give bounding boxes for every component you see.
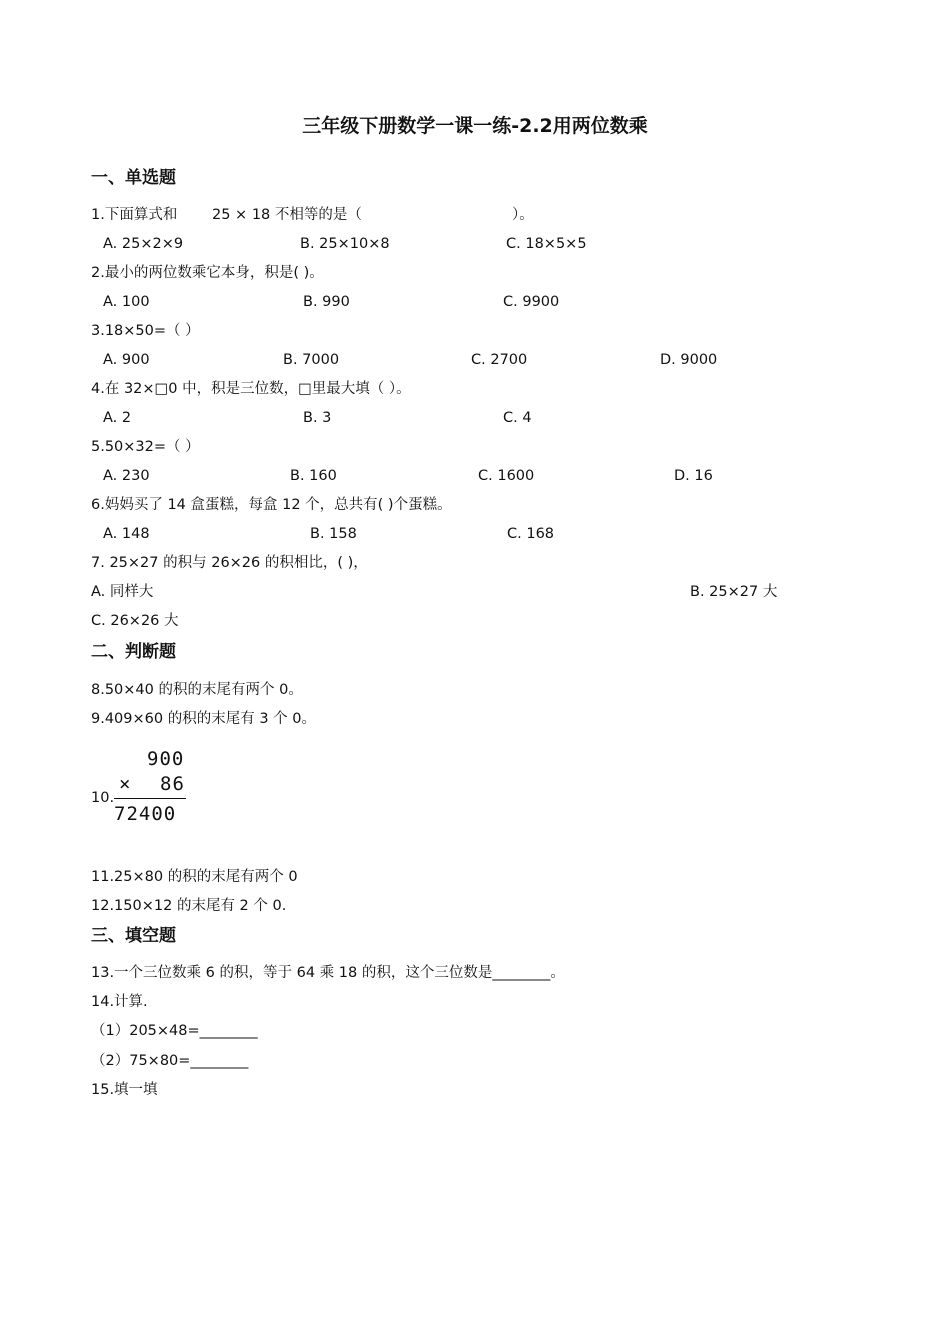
question-5-option-c[interactable]: C. 1600 (478, 468, 535, 484)
question-9-text: 9.409×60 的积的末尾有 3 个 0。 (91, 711, 316, 727)
question-15-text: 15.填一填 (91, 1082, 158, 1098)
multiply-sign: × (119, 773, 132, 795)
question-4-text: 4.在 32×□0 中，积是三位数，□里最大填（ ）。 (91, 381, 411, 397)
question-8-text: 8.50×40 的积的末尾有两个 0。 (91, 682, 303, 698)
question-3-option-d[interactable]: D. 9000 (660, 352, 718, 368)
question-3-text: 3.18×50=（ ） (91, 323, 200, 339)
question-4-option-b[interactable]: B. 3 (303, 410, 332, 426)
question-10-multiplier: 86 (160, 773, 185, 795)
question-1-option-c[interactable]: C. 18×5×5 (506, 236, 587, 252)
question-4-option-a[interactable]: A. 2 (103, 410, 132, 426)
section-heading-true-false: 二、判断题 (91, 642, 176, 662)
question-11-text: 11.25×80 的积的末尾有两个 0 (91, 869, 298, 885)
question-1-text-a: 1.下面算式和 (91, 207, 178, 223)
question-10-multiplicand: 900 (147, 748, 185, 770)
question-5-option-a[interactable]: A. 230 (103, 468, 150, 484)
question-2-option-a[interactable]: A. 100 (103, 294, 150, 310)
question-6-option-b[interactable]: B. 158 (310, 526, 357, 542)
question-1-option-b[interactable]: B. 25×10×8 (300, 236, 390, 252)
question-10-label: 10. (91, 790, 115, 806)
question-7-option-a[interactable]: A. 同样大 (91, 584, 154, 600)
question-12-text: 12.150×12 的末尾有 2 个 0. (91, 898, 287, 914)
question-2-option-b[interactable]: B. 990 (303, 294, 350, 310)
question-1-text-b: 25 × 18 不相等的是（ (212, 207, 362, 223)
question-7-option-b[interactable]: B. 25×27 大 (690, 584, 778, 600)
question-2-option-c[interactable]: C. 9900 (503, 294, 560, 310)
page-title: 三年级下册数学一课一练-2.2用两位数乘 (302, 115, 648, 137)
question-1-option-a[interactable]: A. 25×2×9 (103, 236, 184, 252)
question-5-option-d[interactable]: D. 16 (674, 468, 713, 484)
question-6-option-c[interactable]: C. 168 (507, 526, 555, 542)
question-2-text: 2.最小的两位数乘它本身，积是( )。 (91, 265, 324, 281)
question-3-option-b[interactable]: B. 7000 (283, 352, 340, 368)
question-14-part-2: （2）75×80=________ (91, 1053, 249, 1069)
section-heading-single-choice: 一、单选题 (91, 168, 176, 188)
question-4-option-c[interactable]: C. 4 (503, 410, 532, 426)
question-14-text: 14.计算. (91, 994, 148, 1010)
question-7-text: 7. 25×27 的积与 26×26 的积相比，( )， (91, 555, 368, 571)
question-3-option-c[interactable]: C. 2700 (471, 352, 528, 368)
calculation-line (114, 798, 186, 799)
question-7-option-c[interactable]: C. 26×26 大 (91, 613, 179, 629)
question-6-option-a[interactable]: A. 148 (103, 526, 150, 542)
question-5-option-b[interactable]: B. 160 (290, 468, 337, 484)
question-1-text-c: ）。 (512, 207, 534, 223)
question-3-option-a[interactable]: A. 900 (103, 352, 150, 368)
question-6-text: 6.妈妈买了 14 盒蛋糕，每盒 12 个，总共有( )个蛋糕。 (91, 497, 452, 513)
question-13-text: 13.一个三位数乘 6 的积，等于 64 乘 18 的积，这个三位数是________。 (91, 965, 565, 981)
question-5-text: 5.50×32=（ ） (91, 439, 200, 455)
section-heading-fill-in: 三、填空题 (91, 926, 176, 946)
question-10-product: 72400 (114, 803, 177, 825)
question-14-part-1: （1）205×48=________ (91, 1023, 258, 1039)
question-10-vertical-multiplication (91, 748, 201, 828)
